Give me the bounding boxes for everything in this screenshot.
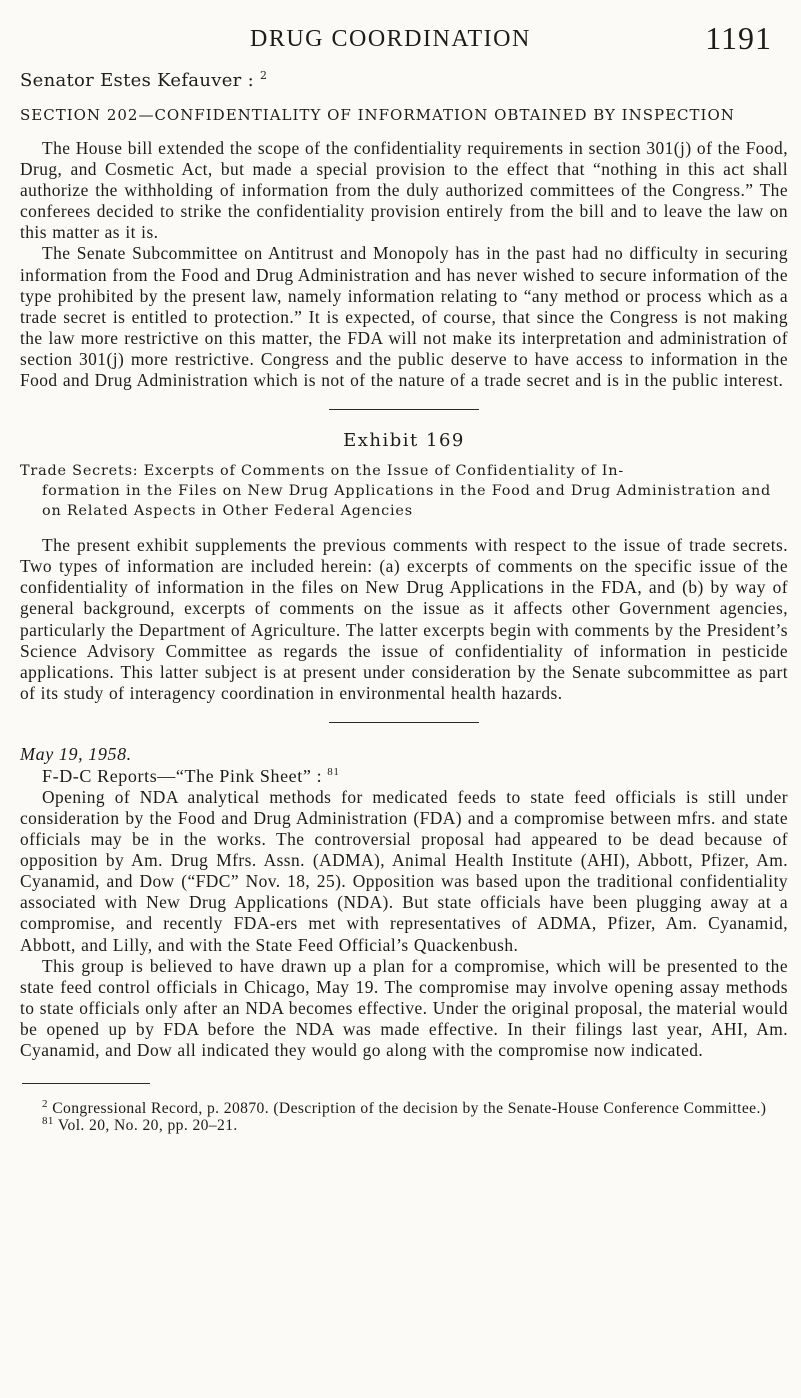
footnote-reference: 2 [259,69,268,82]
page-number: 1191 [705,20,772,56]
exhibit-subtitle-line-2: formation in the Files on New Drug Applications in the Food and Drug Administration and on Related Aspects in Other Federal Agencies [42,483,772,520]
exhibit-intro-paragraph: The present exhibit supplements the previous comments with respect to the issue of trade secrets. Two types of information are included herein: (a) excerpts of comments on the specific issue of the confidentiality of information in the files on New Drug Applications in the FDA, and (b) by way of general background, excerpts of comments on the issue as it affects other Government agencies, particularly the Department of Agriculture. The latter excerpts begin with comments by the President’s Science Advisory Committee as regards the issue of confidentiality of information in pesticide applications. This latter subject is at present under consideration by the Senate subcommittee as part of its study of interagency coordination in environmental health hazards. [20,535,788,703]
footnote-text: Vol. 20, No. 20, pp. 20–21. [57,1117,238,1135]
speaker-name: Senator Estes Kefauver : [20,70,254,91]
exhibit-subtitle [20,461,788,521]
entry-source-title: F-D-C Reports—“The Pink Sheet” : [42,765,323,786]
footnote-divider [22,1083,150,1084]
body-paragraph: Opening of NDA analytical methods for medicated feeds to state feed officials is still under consideration by the Food and Drug Administration (FDA) and a compromise between mfrs. and state officials may be in the works. The controversial proposal had appeared to be dead because of opposition by Am. Drug Mfrs. Assn. (ADMA), Animal Health Institute (AHI), Abbott, Pfizer, Am. Cyanamid, and Dow (“FDC” Nov. 18, 25). Opposition was based upon the traditional confidentiality associated with New Drug Applications (NDA). But state officials have been plugging away at a compromise, and recently FDA-ers met with representatives of ADMA, Pfizer, Am. Cyanamid, Abbott, and Lilly, and with the State Feed Official’s Quackenbush. [20,786,788,955]
running-title: DRUG COORDINATION [250,26,531,52]
footnote-mark: 2 [42,1097,48,1110]
running-head [250,20,780,60]
footnote [20,1114,788,1135]
body-paragraph: The House bill extended the scope of the confidentiality requirements in section 301(j) of the Food, Drug, and Cosmetic Act, but made a special provision to the effect that “nothing in this act shall authorize the withholding of information from the duly authorized committees of the Congress.” The conferees decided to strike the confidentiality provision entirely from the bill and to leave the law on this matter as it is. [20,138,788,243]
body-paragraph: The Senate Subcommittee on Antitrust and Monopoly has in the past had no difficulty in securing information from the Food and Drug Administration and has never wished to secure information of the type prohibited by the present law, namely information relating to “any method or process which as a trade secret is entitled to protection.” It is expected, of course, that since the Congress is not making the law more restrictive on this matter, the FDA will not make its interpretation and administration of section 301(j) more restrictive. Congress and the public deserve to have access to information in the Food and Drug Administration which is not of the nature of a trade secret and is in the public interest. [20,243,788,391]
divider [329,409,479,410]
footnote-mark: 81 [42,1114,54,1127]
footnote-text: Congressional Record, p. 20870. (Description of the decision by the Senate-House Conference Committee.) [52,1100,767,1118]
body-paragraph: This group is believed to have drawn up a plan for a compromise, which will be presented to the state feed control officials in Chicago, May 19. The compromise may involve opening assay methods to state officials only after an NDA becomes effective. Under the original proposal, the material would be opened up by FDA before the NDA was made effective. In their filings last year, AHI, Am. Cyanamid, and Dow all indicated they would go along with the compromise now indicated. [20,955,788,1060]
section-heading: SECTION 202—CONFIDENTIALITY OF INFORMATION OBTAINED BY INSPECTION [20,106,735,124]
page-content [20,70,788,1134]
divider [329,722,479,723]
exhibit-subtitle-line-1: Trade Secrets: Excerpts of Comments on the Issue of Confidentiality of In- [20,463,624,480]
entry-date: May 19, 1958. [20,743,132,764]
exhibit-title: Exhibit 169 [343,430,465,452]
footnote [20,1097,788,1118]
speaker-attribution [20,70,788,92]
entry-source [42,765,788,787]
footnote-reference: 81 [327,765,340,778]
